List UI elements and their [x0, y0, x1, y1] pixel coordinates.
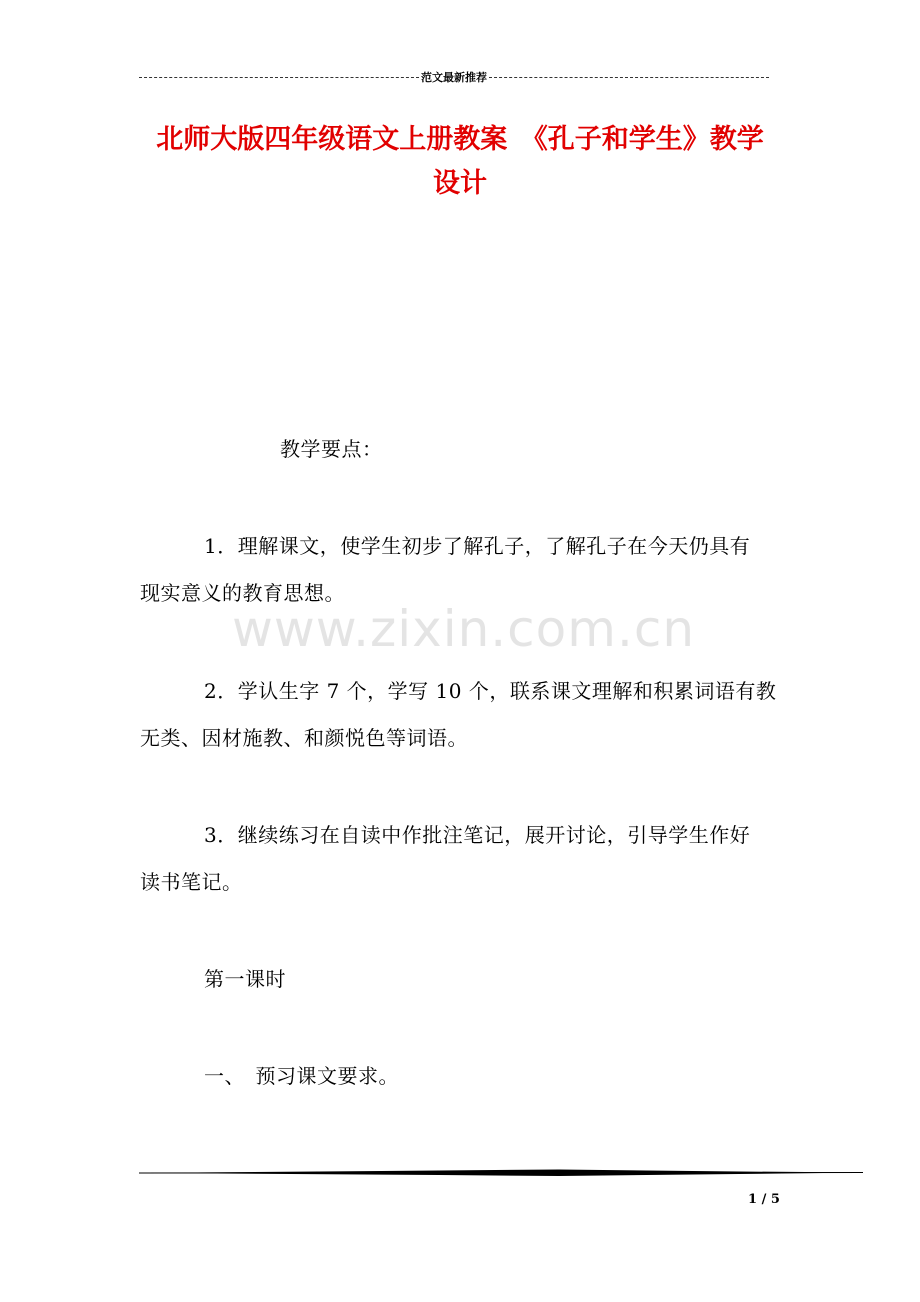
- point-3-line-1: 3．继续练习在自读中作批注笔记，展开讨论，引导学生作好: [204, 823, 751, 847]
- point-1-line-1: 1．理解课文，使学生初步了解孔子，了解孔子在今天仍具有: [204, 534, 751, 558]
- watermark: www.zixin.com.cn: [232, 600, 696, 658]
- point-1-line-2: 现实意义的教育思想。: [140, 581, 345, 605]
- title-line-1: 北师大版四年级语文上册教案 《孔子和学生》教学: [156, 124, 764, 155]
- header-dash-left: [139, 77, 419, 78]
- point-3: [140, 812, 780, 906]
- page-number: 1 / 5: [748, 1192, 780, 1207]
- point-2: [140, 668, 780, 762]
- teaching-points-heading: 教学要点：: [280, 437, 383, 461]
- header-dash-right: [489, 77, 769, 78]
- point-2-line-2: 无类、因材施教、和颜悦色等词语。: [140, 726, 468, 750]
- point-2-line-1: 2．学认生字 7 个，学写 10 个，联系课文理解和积累词语有教: [204, 679, 777, 703]
- section-1: 一、 预习课文要求。: [204, 1064, 399, 1088]
- title-line-2: 设计: [433, 168, 487, 199]
- document-title: [140, 118, 780, 206]
- point-1: [140, 523, 780, 617]
- footer-rule: [139, 1166, 863, 1180]
- header-text: 范文最新推荐: [421, 71, 487, 84]
- page-header: [139, 68, 769, 86]
- lesson-heading: 第一课时: [204, 967, 286, 991]
- point-3-line-2: 读书笔记。: [140, 870, 243, 894]
